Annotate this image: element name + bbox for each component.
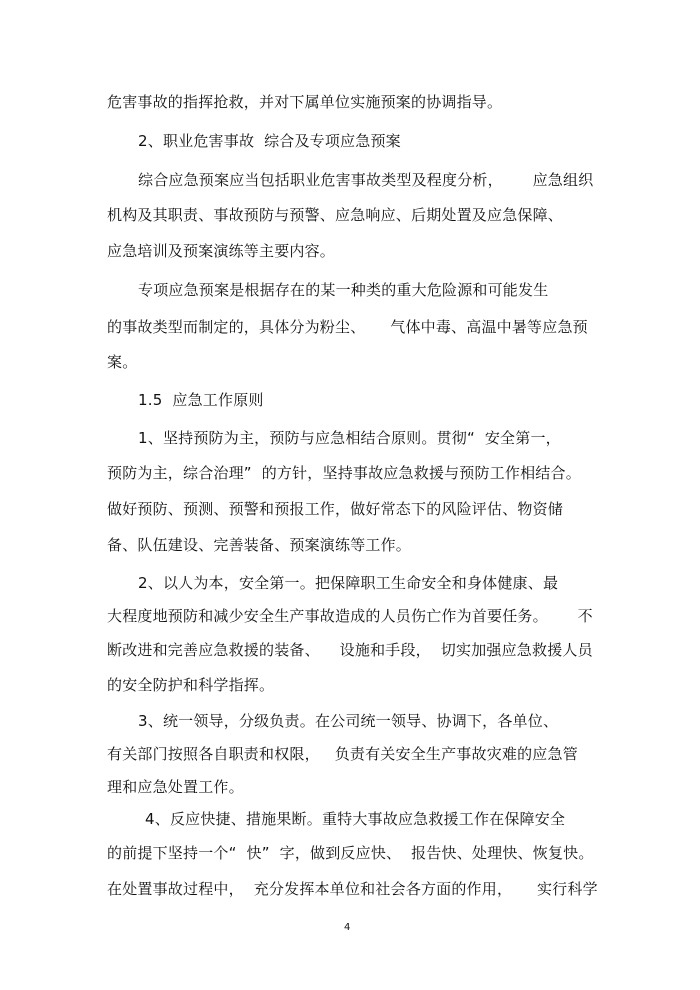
text-line: 备、队伍建设、完善装备、预案演练等工作。 <box>107 536 412 554</box>
section-heading: 2、职业危害事故 综合及专项应急预案 <box>138 132 401 150</box>
text-line: 大程度地预防和减少安全生产事故造成的人员伤亡作为首要任务。 不 <box>107 607 593 625</box>
text-line: 机构及其职责、事故预防与预警、应急响应、后期处置及应急保障、 <box>107 206 564 224</box>
text-line: 理和应急处置工作。 <box>107 778 244 796</box>
text-line: 预防为主，综合治理” 的方针，坚持事故应急救援与预防工作相结合。 <box>107 464 581 482</box>
text-line: 专项应急预案是根据存在的某一种类的重大危险源和可能发生 <box>138 281 549 299</box>
page-number: 4 <box>344 922 351 933</box>
text-line: 的安全防护和科学指挥。 <box>107 676 275 694</box>
text-line: 的前提下坚持一个“ 快” 字，做到反应快、 报告快、处理快、恢复快。 <box>107 844 594 862</box>
text-line: 断改进和完善应急救援的装备、 设施和手段， 切实加强应急救援人员 <box>107 641 593 659</box>
text-line: 的事故类型而制定的，具体分为粉尘、 气体中毒、高温中暑等应急预 <box>107 318 588 336</box>
text-line: 3、统一领导，分级负责。在公司统一领导、协调下，各单位、 <box>138 712 559 730</box>
text-line: 应急培训及预案演练等主要内容。 <box>107 242 336 260</box>
text-line: 在处置事故过程中， 充分发挥本单位和社会各方面的作用， 实行科学 <box>107 880 598 898</box>
text-line: 综合应急预案应当包括职业危害事故类型及程度分析， 应急组织 <box>138 171 594 189</box>
text-line: 1、坚持预防为主，预防与应急相结合原则。贯彻“ 安全第一， <box>138 429 561 447</box>
section-heading: 1.5 应急工作原则 <box>138 391 264 409</box>
text-line: 有关部门按照各自职责和权限， 负责有关安全生产事故灾难的应急管 <box>107 745 578 763</box>
text-line: 4、反应快捷、措施果断。重特大事故应急救援工作在保障安全 <box>145 810 566 828</box>
text-line: 做好预防、预测、预警和预报工作，做好常态下的风险评估、物资储 <box>107 500 564 518</box>
text-line: 危害事故的指挥抢救，并对下属单位实施预案的协调指导。 <box>107 93 503 111</box>
text-line: 案。 <box>107 353 138 371</box>
text-line: 2、以人为本，安全第一。把保障职工生命安全和身体健康、最 <box>138 574 559 592</box>
